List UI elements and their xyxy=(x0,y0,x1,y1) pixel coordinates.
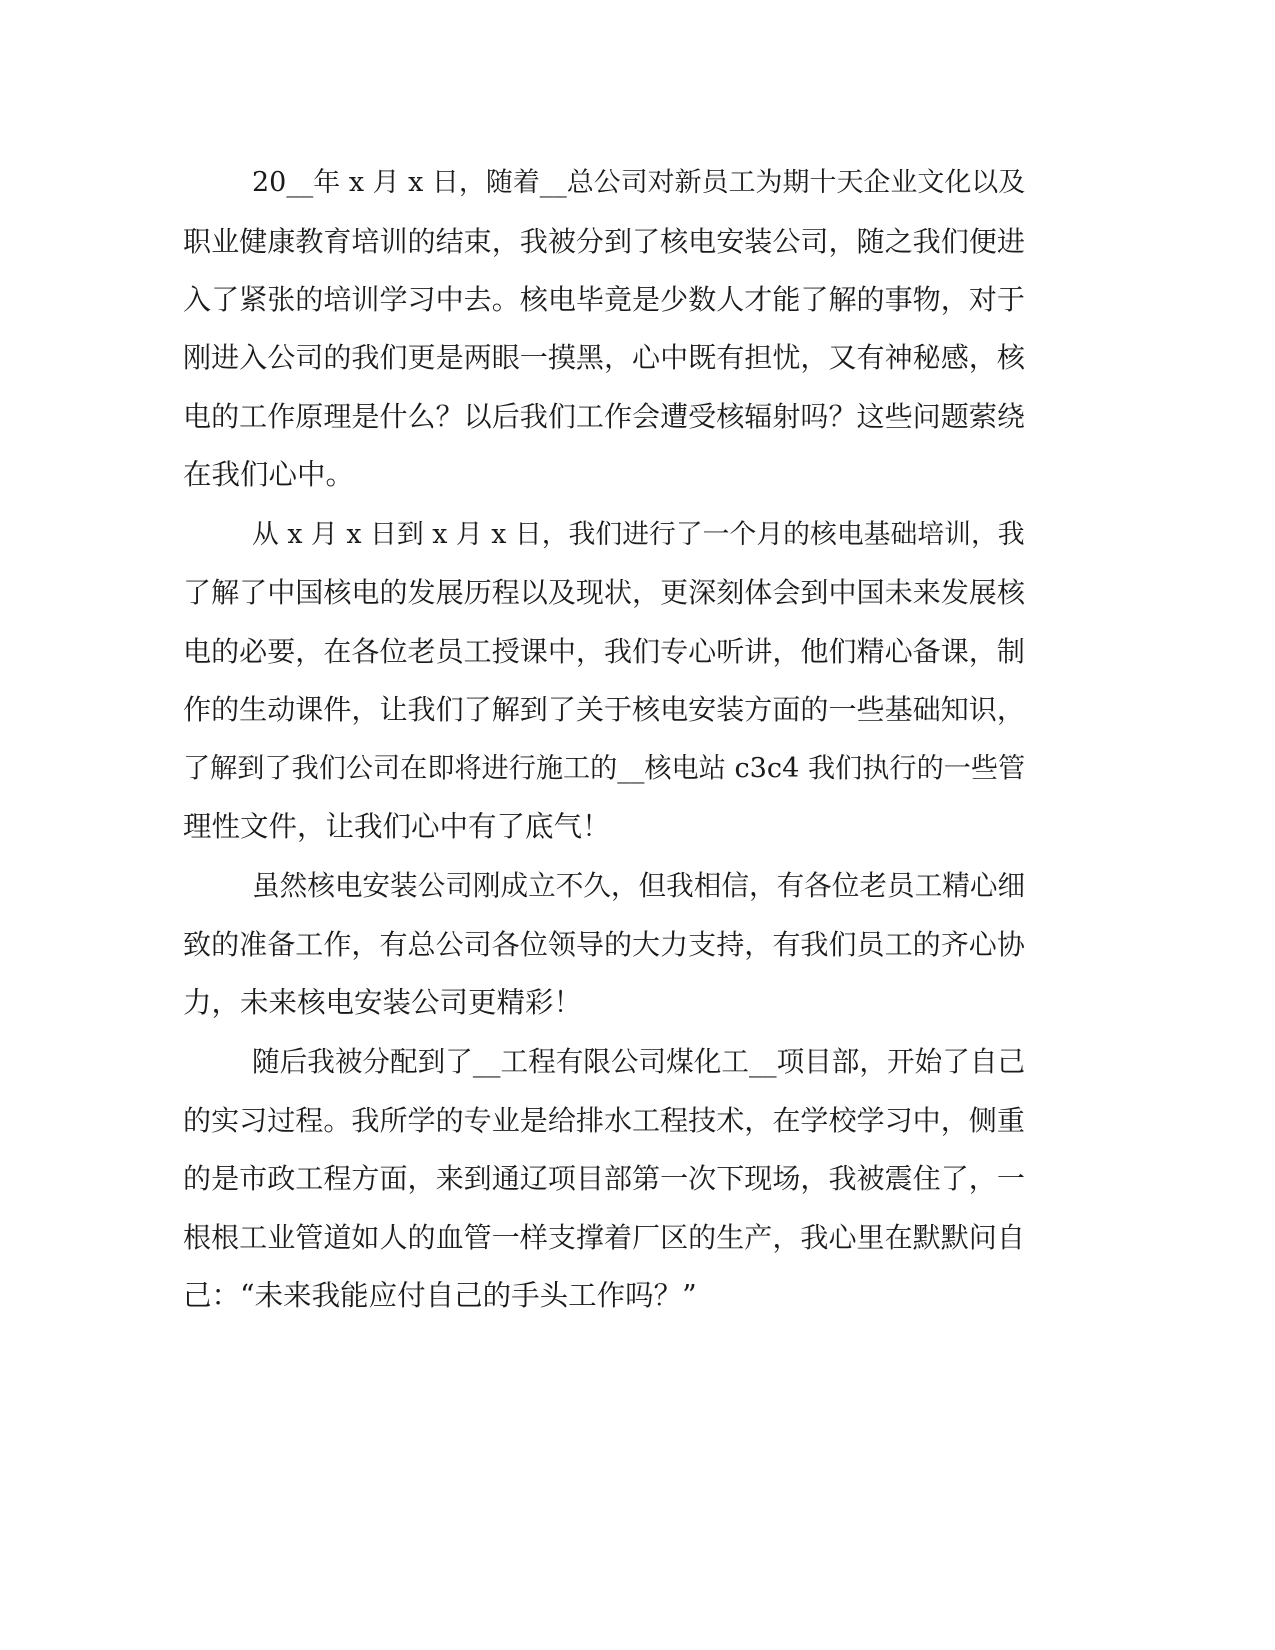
paragraph-2-line-1: 从 x 月 x 日到 x 月 x 日，我们进行了一个月的核电基础培训，我 xyxy=(252,519,1025,550)
paragraph-2-line-5: 了解到了我们公司在即将进行施工的__核电站 c3c4 我们执行的一些管 xyxy=(183,753,1026,784)
paragraph-1-line-1: 20__年 x 月 x 日，随着__总公司对新员工为期十天企业文化以及 xyxy=(252,167,1026,198)
paragraph-2-line-3: 电的必要，在各位老员工授课中，我们专心听讲，他们精心备课，制 xyxy=(183,635,1025,668)
paragraph-1-line-5: 电的工作原理是什么？以后我们工作会遭受核辐射吗？这些问题萦绕 xyxy=(183,400,1025,433)
paragraph-2-line-2: 了解了中国核电的发展历程以及现状，更深刻体会到中国未来发展核 xyxy=(183,576,1025,609)
paragraph-1-line-3: 入了紧张的培训学习中去。核电毕竟是少数人才能了解的事物，对于 xyxy=(183,283,1025,316)
paragraph-4-line-5: 己：“未来我能应付自己的手头工作吗？” xyxy=(183,1279,697,1312)
paragraph-1-line-6: 在我们心中。 xyxy=(183,458,355,491)
paragraph-3-line-2: 致的准备工作，有总公司各位领导的大力支持，有我们员工的齐心协 xyxy=(183,928,1025,961)
paragraph-3-line-1: 虽然核电安装公司刚成立不久，但我相信，有各位老员工精心细 xyxy=(252,869,1026,902)
paragraph-1-line-2: 职业健康教育培训的结束，我被分到了核电安装公司，随之我们便进 xyxy=(183,225,1025,258)
paragraph-4-line-4: 根根工业管道如人的血管一样支撑着厂区的生产，我心里在默默问自 xyxy=(183,1221,1025,1254)
paragraph-2-line-6: 理性文件，让我们心中有了底气！ xyxy=(183,810,611,843)
paragraph-4-line-2: 的实习过程。我所学的专业是给排水工程技术，在学校学习中，侧重 xyxy=(183,1104,1025,1137)
paragraph-2-line-4: 作的生动课件，让我们了解到了关于核电安装方面的一些基础知识， xyxy=(183,693,1025,726)
paragraph-1-line-4: 刚进入公司的我们更是两眼一摸黑，心中既有担忧，又有神秘感，核 xyxy=(183,341,1025,374)
paragraph-4-line-3: 的是市政工程方面，来到通辽项目部第一次下现场，我被震住了，一 xyxy=(183,1162,1025,1195)
paragraph-4-line-1: 随后我被分配到了__工程有限公司煤化工__项目部，开始了自己 xyxy=(252,1045,1026,1078)
paragraph-3-line-3: 力，未来核电安装公司更精彩！ xyxy=(183,986,583,1019)
